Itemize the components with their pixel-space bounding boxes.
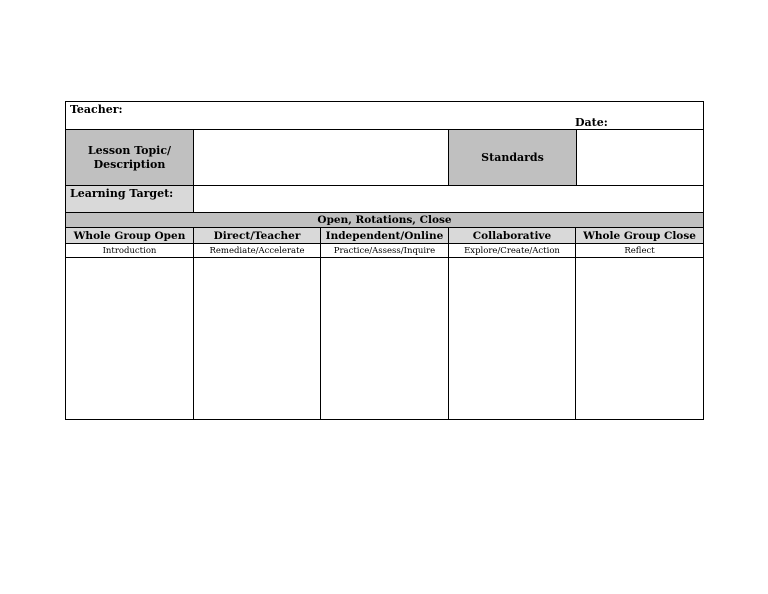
column-subtitle-remediate-accelerate: Remediate/Accelerate (209, 245, 305, 256)
teacher-label: Teacher: (70, 103, 123, 116)
column-subtitle-practice-assess-inquire: Practice/Assess/Inquire (333, 245, 436, 256)
learning-target-label: Learning Target: (66, 186, 193, 212)
column-subtitle-reflect: Reflect (624, 245, 655, 256)
content-cell-independent-online[interactable] (321, 258, 448, 419)
content-cell-collaborative[interactable] (449, 258, 575, 419)
standards-field[interactable] (577, 130, 703, 185)
standards-label: Standards (449, 130, 576, 185)
lesson-topic-label-line2: Description (93, 157, 166, 171)
column-title-whole-group-open: Whole Group Open (73, 229, 186, 242)
learning-target-field[interactable] (194, 186, 703, 212)
content-cell-whole-group-close[interactable] (576, 258, 703, 419)
column-title-direct-teacher: Direct/Teacher (213, 229, 301, 242)
content-cell-whole-group-open[interactable] (66, 258, 193, 419)
column-title-collaborative: Collaborative (472, 229, 552, 242)
column-title-whole-group-close: Whole Group Close (583, 229, 696, 242)
column-subtitle-introduction: Introduction (102, 245, 157, 256)
section-title: Open, Rotations, Close (66, 213, 703, 227)
lesson-topic-field[interactable] (194, 130, 448, 185)
lesson-topic-label (66, 130, 193, 185)
date-label: Date: (575, 116, 608, 129)
column-title-independent-online: Independent/Online (325, 229, 444, 242)
content-cell-direct-teacher[interactable] (194, 258, 320, 419)
lesson-topic-label-line1: Lesson Topic/ (87, 143, 172, 157)
column-subtitle-explore-create-action: Explore/Create/Action (464, 245, 560, 256)
lesson-plan-table (65, 101, 704, 420)
